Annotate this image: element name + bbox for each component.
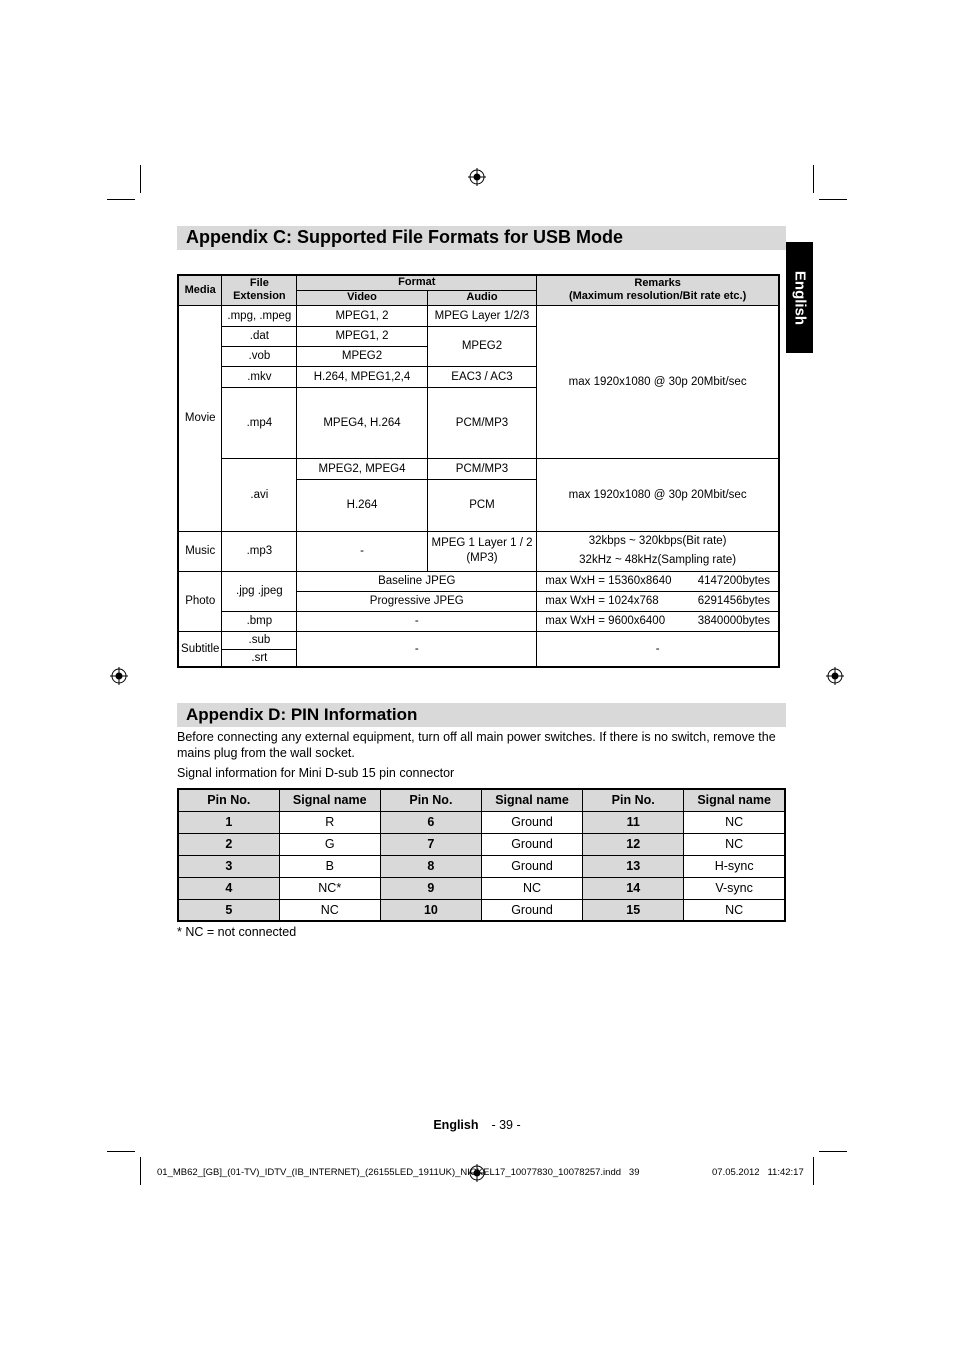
crop-mark xyxy=(819,199,847,200)
audio-mp3 xyxy=(427,531,537,571)
signal-name: NC xyxy=(279,899,380,921)
pin-number: 11 xyxy=(583,811,684,833)
pin-number: 14 xyxy=(583,877,684,899)
remarks-bmp xyxy=(537,611,779,631)
signal-name: Ground xyxy=(481,811,582,833)
table-row xyxy=(178,899,785,921)
signal-name: NC xyxy=(684,833,785,855)
appendix-c-heading-bar xyxy=(177,226,786,250)
pin-table xyxy=(177,788,786,922)
remarks-bmp-bytes: 3840000bytes xyxy=(697,615,770,627)
ext-avi: .avi xyxy=(222,458,297,531)
pin-number: 9 xyxy=(380,877,481,899)
signal-name: NC xyxy=(684,811,785,833)
ext-jpg: .jpg .jpeg xyxy=(222,571,297,611)
language-side-tab xyxy=(786,242,813,353)
pin-header: Signal name xyxy=(481,789,582,811)
pin-number: 3 xyxy=(178,855,279,877)
language-side-tab-label: English xyxy=(791,270,808,325)
header-file-extension: File Extension xyxy=(222,275,297,305)
format-subtitle: - xyxy=(297,631,537,667)
audio-mp3-line1: MPEG 1 Layer 1 / 2 xyxy=(431,537,533,549)
remarks-mp3 xyxy=(537,531,779,571)
pin-header: Signal name xyxy=(279,789,380,811)
video-vob: MPEG2 xyxy=(297,346,427,366)
ext-bmp: .bmp xyxy=(222,611,297,631)
remarks-baseline-bytes: 4147200bytes xyxy=(697,575,770,587)
video-dat: MPEG1, 2 xyxy=(297,326,427,346)
ext-mpg: .mpg, .mpeg xyxy=(222,305,297,326)
audio-mkv: EAC3 / AC3 xyxy=(427,366,537,387)
crop-mark xyxy=(140,1157,141,1185)
signal-name: H-sync xyxy=(684,855,785,877)
format-progressive-jpeg: Progressive JPEG xyxy=(297,591,537,611)
table-row xyxy=(178,855,785,877)
page-footer xyxy=(0,1118,954,1132)
pin-header: Pin No. xyxy=(178,789,279,811)
signal-name: NC xyxy=(684,899,785,921)
footnote: * NC = not connected xyxy=(177,925,297,939)
remarks-movie: max 1920x1080 @ 30p 20Mbit/sec xyxy=(537,305,779,458)
ext-mp4: .mp4 xyxy=(222,387,297,458)
intro-paragraph: Before connecting any external equipment, turn off all main power switches. If there is no switch, remove the mains plug from the wall socket. xyxy=(177,730,776,760)
signal-name: Ground xyxy=(481,899,582,921)
remarks-progressive xyxy=(537,591,779,611)
signal-name: NC xyxy=(481,877,582,899)
timestamp: 07.05.2012 11:42:17 xyxy=(712,1167,804,1178)
pin-header: Pin No. xyxy=(380,789,481,811)
pin-header: Signal name xyxy=(684,789,785,811)
crop-mark xyxy=(140,165,141,193)
crop-mark xyxy=(819,1151,847,1152)
footer-language: English xyxy=(433,1118,479,1132)
ext-vob: .vob xyxy=(222,346,297,366)
pin-number: 7 xyxy=(380,833,481,855)
header-video: Video xyxy=(297,290,427,305)
registration-mark-icon xyxy=(826,667,844,685)
remarks-avi: max 1920x1080 @ 30p 20Mbit/sec xyxy=(537,458,779,531)
header-remarks-sub: (Maximum resolution/Bit rate etc.) xyxy=(568,290,747,303)
signal-info-text: Signal information for Mini D-sub 15 pin connector xyxy=(177,766,455,780)
file-formats-table xyxy=(177,274,780,668)
pin-number: 13 xyxy=(583,855,684,877)
ext-mkv: .mkv xyxy=(222,366,297,387)
signal-name: Ground xyxy=(481,855,582,877)
signal-name: NC* xyxy=(279,877,380,899)
appendix-d-heading-bar xyxy=(177,703,786,727)
crop-mark xyxy=(813,1157,814,1185)
pin-number: 4 xyxy=(178,877,279,899)
video-avi-2: H.264 xyxy=(297,479,427,531)
header-media: Media xyxy=(178,275,222,305)
crop-mark xyxy=(107,1151,135,1152)
video-mkv: H.264, MPEG1,2,4 xyxy=(297,366,427,387)
remarks-bmp-size: max WxH = 9600x6400 xyxy=(545,615,666,627)
pin-number: 1 xyxy=(178,811,279,833)
pin-number: 12 xyxy=(583,833,684,855)
remarks-baseline-size: max WxH = 15360x8640 xyxy=(545,575,672,587)
audio-avi-1: PCM/MP3 xyxy=(427,458,537,479)
signal-name: G xyxy=(279,833,380,855)
audio-mpg: MPEG Layer 1/2/3 xyxy=(427,305,537,326)
media-photo: Photo xyxy=(178,571,222,631)
ext-mp3: .mp3 xyxy=(222,531,297,571)
format-bmp: - xyxy=(297,611,537,631)
table-row xyxy=(178,877,785,899)
signal-name: V-sync xyxy=(684,877,785,899)
media-music: Music xyxy=(178,531,222,571)
signal-name: B xyxy=(279,855,380,877)
pin-number: 5 xyxy=(178,899,279,921)
media-subtitle: Subtitle xyxy=(178,631,222,667)
file-info: 01_MB62_[GB]_(01-TV)_IDTV_(IB_INTERNET)_(26155LED_1911UK)_NICKEL17_10077830_10078257.indd 39 xyxy=(157,1167,640,1178)
header-remarks-label: Remarks xyxy=(634,277,681,290)
footer-page-number: - 39 - xyxy=(491,1118,521,1132)
remarks-progressive-bytes: 6291456bytes xyxy=(697,595,770,607)
remarks-mp3-line2: 32kHz ~ 48kHz(Sampling rate) xyxy=(579,554,737,566)
video-mp4: MPEG4, H.264 xyxy=(297,387,427,458)
header-audio: Audio xyxy=(427,290,537,305)
remarks-subtitle: - xyxy=(537,631,779,667)
registration-mark-icon xyxy=(468,168,486,186)
appendix-d-title: Appendix D: PIN Information xyxy=(186,705,418,724)
registration-mark-icon xyxy=(110,667,128,685)
crop-mark xyxy=(813,165,814,193)
ext-sub: .sub xyxy=(222,631,297,649)
ext-dat: .dat xyxy=(222,326,297,346)
header-format: Format xyxy=(297,275,537,290)
media-movie: Movie xyxy=(178,305,222,531)
remarks-baseline xyxy=(537,571,779,591)
pin-number: 2 xyxy=(178,833,279,855)
crop-mark xyxy=(107,199,135,200)
video-mp3: - xyxy=(297,531,427,571)
pin-number: 8 xyxy=(380,855,481,877)
format-baseline-jpeg: Baseline JPEG xyxy=(297,571,537,591)
table-row xyxy=(178,811,785,833)
pin-number: 10 xyxy=(380,899,481,921)
remarks-mp3-line1: 32kbps ~ 320kbps(Bit rate) xyxy=(588,535,727,547)
audio-mp4: PCM/MP3 xyxy=(427,387,537,458)
remarks-progressive-size: max WxH = 1024x768 xyxy=(545,595,659,607)
audio-mp3-line2: (MP3) xyxy=(466,552,498,564)
pin-number: 6 xyxy=(380,811,481,833)
audio-dat-vob: MPEG2 xyxy=(427,326,537,366)
video-avi-1: MPEG2, MPEG4 xyxy=(297,458,427,479)
audio-avi-2: PCM xyxy=(427,479,537,531)
appendix-c-title: Appendix C: Supported File Formats for USB Mode xyxy=(186,227,624,247)
pin-number: 15 xyxy=(583,899,684,921)
video-mpg: MPEG1, 2 xyxy=(297,305,427,326)
table-row xyxy=(178,833,785,855)
ext-srt: .srt xyxy=(222,649,297,667)
signal-name: Ground xyxy=(481,833,582,855)
pin-header: Pin No. xyxy=(583,789,684,811)
signal-name: R xyxy=(279,811,380,833)
header-remarks xyxy=(537,275,779,305)
